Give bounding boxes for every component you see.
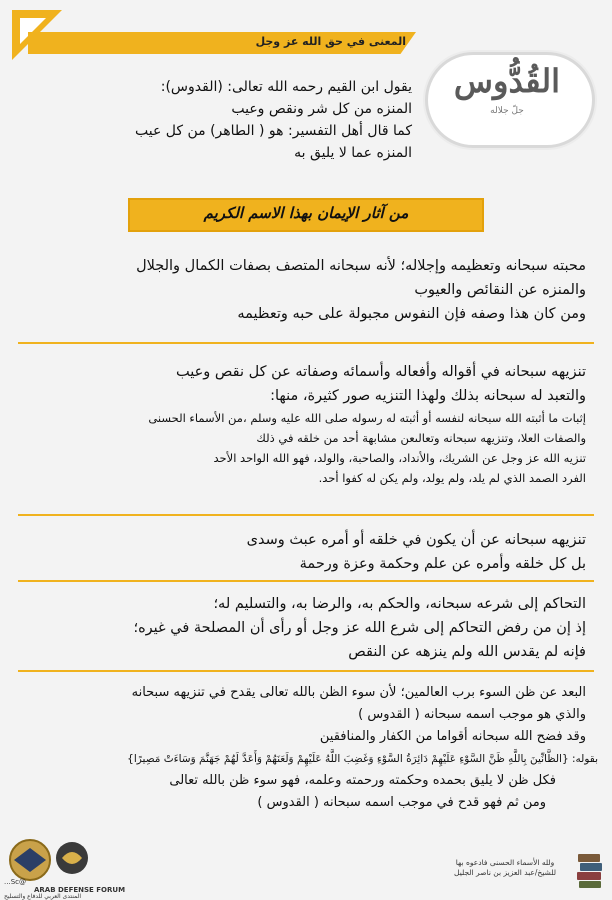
intro-line: كما قال أهل التفسير: هو ( الطاهر) من كل عيب	[135, 123, 412, 139]
section-line: التحاكم إلى شرعه سبحانه، والحكم به، والرضا به، والتسليم له؛	[213, 596, 586, 612]
section-line: وقد فضح الله سبحانه أقواما من الكفار والمنافقين	[319, 729, 586, 744]
section-judgment	[30, 592, 586, 664]
section-wisdom	[30, 528, 586, 576]
section-line: البعد عن ظن السوء برب العالمين؛ لأن سوء الظن بالله تعالى يقدح في تنزيهه سبحانه	[131, 685, 586, 700]
section-divider	[18, 670, 594, 672]
intro-line: يقول ابن القيم رحمه الله تعالى: (القدوس):	[160, 79, 412, 95]
section-line: إثبات ما أثبته الله سبحانه لنفسه أو أثبته له رسوله صلى الله عليه وسلم ،من الأسماء الحسنى	[148, 411, 586, 425]
section-divider	[18, 580, 594, 582]
credit-line: ولله الأسماء الحسنى فادعوه بها	[455, 858, 555, 867]
section-line: الفرد الصمد الذي لم يلد، ولم يولد، ولم يكن له كفوا أحد.	[318, 471, 586, 485]
credit-line: للشيخ/عبد العزيز بن ناصر الجليل	[454, 868, 556, 877]
section-line: تنزيهه سبحانه عن أن يكون في خلقه أو أمره عبث وسدى	[246, 532, 586, 548]
section-divider	[18, 514, 594, 516]
books-icon	[576, 850, 604, 890]
forum-handle: @Sc...	[4, 878, 26, 886]
section-line: والصفات العلا، وتنزيهه سبحانه وتعالىعن مشابهة أحد من خلقه في ذلك	[256, 431, 586, 445]
section-love	[30, 254, 586, 326]
section-line: والمنزه عن النقائص والعيوب	[414, 282, 586, 298]
section-line: تنزيهه سبحانه في أقواله وأفعاله وأسمائه وصفاته عن كل نقص وعيب	[175, 364, 586, 380]
section-line: فكل ظن لا يليق بحمده وحكمته ورحمته وعلمه، فهو سوء ظن بالله تعالى	[169, 773, 556, 788]
quran-verse-line: بقوله: {الظَّانِّينَ بِاللَّهِ ظَنَّ السَّوْءِ عَلَيْهِمْ دَائِرَةُ السَّوْءِ وَغَضِبَ اللَّهُ عَلَيْهِمْ وَلَعَنَهُمْ وَأَعَدَّ لَهُمْ جَهَنَّمَ وَسَاءَتْ مَصِيرًا}	[127, 753, 598, 765]
divine-name-calligraphy: القُدُّوس	[453, 62, 561, 100]
section-line: فإنه لم يقدس الله ولم ينزهه عن النقص	[348, 644, 586, 660]
section-divider	[18, 342, 594, 344]
section-line: والتعبد له سبحانه بذلك ولهذا التنزيه صور كثيرة، منها:	[270, 388, 586, 404]
book-credit	[440, 858, 570, 878]
section-line: تنزيه الله عز وجل عن الشريك، والأنداد، والصاحبة، والولد، فهو الله الواحد الأحد	[213, 451, 586, 465]
section-banner-title: من آثار الإيمان بهذا الاسم الكريم	[203, 204, 409, 222]
section-line: بل كل خلقه وأمره عن علم وحكمة وعزة ورحمة	[299, 556, 586, 572]
section-line: والذي هو موجب اسمه سبحانه ( القدوس )	[358, 707, 586, 722]
section-tanzih	[30, 360, 586, 488]
section-line: محبته سبحانه وتعظيمه وإجلاله؛ لأنه سبحانه المتصف بصفات الكمال والجلال	[136, 258, 586, 274]
section-good-opinion	[30, 682, 598, 814]
intro-text	[32, 76, 412, 164]
forum-name: ARAB DEFENSE FORUM	[34, 886, 126, 894]
section-line: إذ إن من رفض التحاكم إلى شرع الله عز وجل أو رأى أن المصلحة في غيره؛	[133, 620, 586, 636]
intro-line: المنزه عما لا يليق به	[294, 145, 412, 161]
section-line: ومن ثم فهو قدح في موجب اسمه سبحانه ( القدوس )	[257, 795, 546, 810]
forum-tagline: المنتدى العربي للدفاع والتسليح	[4, 893, 81, 900]
intro-line: المنزه من كل شر ونقص وعيب	[231, 101, 412, 117]
divine-name-subtitle: جلّ جلاله	[490, 106, 524, 116]
ribbon-title: المعنى في حق الله عز وجل	[255, 35, 406, 48]
section-line: ومن كان هذا وصفه فإن النفوس مجبولة على حبه وتعظيمه	[237, 306, 586, 322]
